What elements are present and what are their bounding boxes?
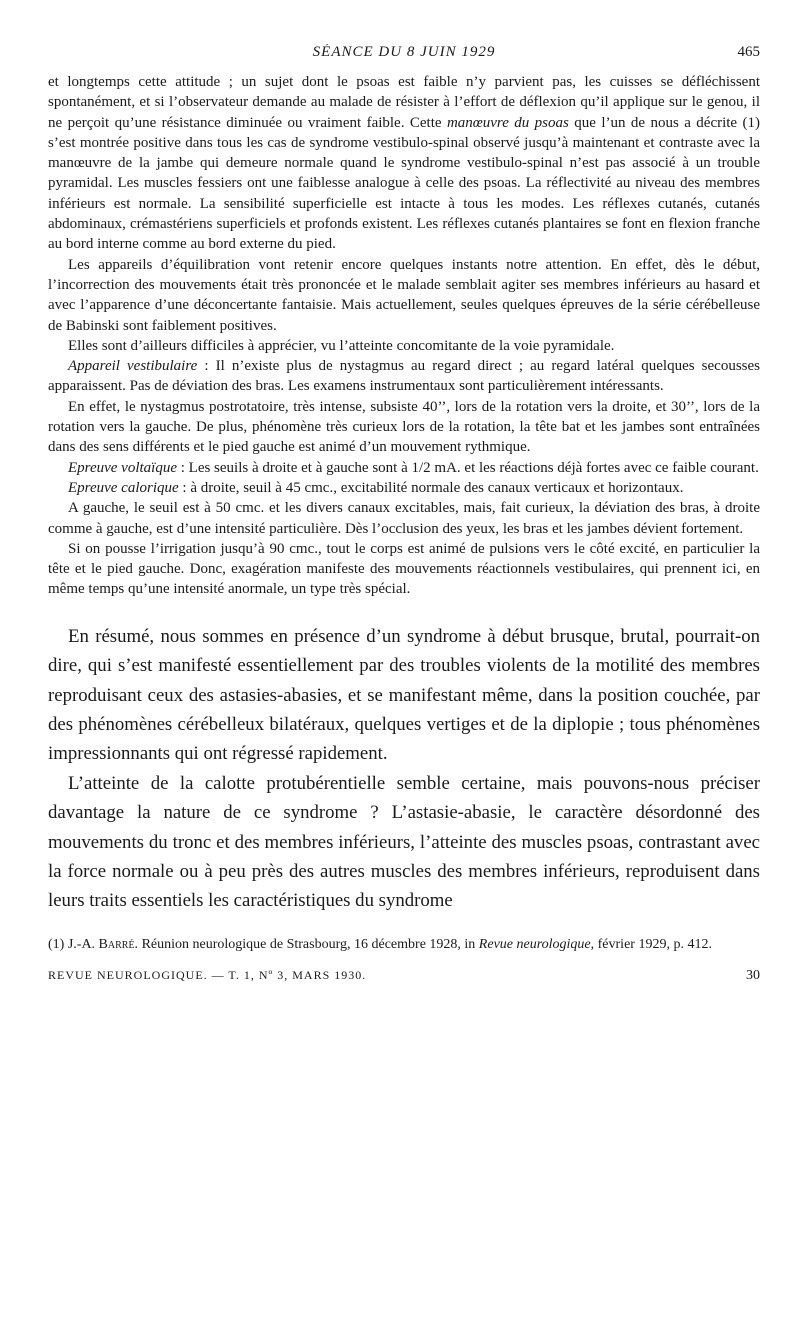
footnote: (1) J.-A. Barré. Réunion neurologique de Strasbourg, 16 décembre 1928, in Revue neurologique, février 1929, p. 412. — [48, 936, 712, 952]
paragraph: Si on pousse l’irrigation jusqu’à 90 cmc., tout le corps est animé de pulsions vers le côté excité, en particulier la tête et le pied gauche. Donc, exagération manifeste des mouvements réactionnels vestibulaires, qui prennent ici, en même temps qu’une intensité anormale, un type très spécial. — [48, 540, 760, 598]
signature-mark: 30 — [746, 967, 760, 983]
paragraph: Epreuve calorique : à droite, seuil à 45 cmc., excitabilité normale des canaux verticaux et horizontaux. — [68, 479, 684, 496]
footnote-author: J.-A. Barré. — [67, 936, 139, 952]
paragraph: En résumé, nous sommes en présence d’un syndrome à début brusque, brutal, pourrait-on dire, qui s’est manifesté essentiellement par des troubles violents de la motilité des membres reproduisant ceux des astasies-abasies, et se manifestant même, dans la position couchée, par des phénomènes cérébelleux bilatéraux, quelques vertiges et de la diplopie ; tous phénomènes impressionnants qui ont régressé rapidement. — [48, 625, 760, 765]
paragraph: Appareil vestibulaire : Il n’existe plus de nystagmus au regard direct ; au regard latéral quelques secousses apparaissent. Pas de déviation des bras. Les examens instrumentaux sont particulièrement intéressants. — [48, 358, 760, 395]
running-title: SÉANCE DU 8 JUIN 1929 — [312, 44, 496, 60]
paragraph: L’atteinte de la calotte protubérentielle semble certaine, mais pouvons-nous préciser davantage la nature de ce syndrome ? L’astasie-abasie, le caractère désordonné des mouvements du tronc et des membres inférieurs, l’atteinte des muscles psoas, contrastant avec la force normale ou à peu près des autres muscles des membres inférieurs, reproduisent dans leurs traits essentiels les caractéristiques du syndrome — [48, 772, 760, 912]
paragraph: A gauche, le seuil est à 50 cmc. et les divers canaux excitables, mais, fait curieux, la déviation des bras, à droite comme à gauche, est d’une intensité particulière. Dès l’occlusion des yeux, les bras et les jambes dévient fortement. — [48, 500, 760, 537]
running-header — [48, 44, 760, 72]
section-heading: Epreuve voltaïque — [68, 459, 177, 476]
paragraph: Les appareils d’équilibration vont retenir encore quelques instants notre attention. En effet, dès le début, l’incorrection des mouvements était très prononcée et le malade semblait agiter ses membres inférieurs au hasard et avec l’apparence d’une déconcertante fantaisie. Mais actuellement, seules quelques épreuves de la série cérébelleuse de Babinski sont faiblement positives. — [48, 256, 760, 334]
page-footer — [48, 968, 760, 983]
small-type-section — [48, 72, 760, 600]
emphasis: manœuvre du psoas — [446, 114, 569, 131]
paragraph: Elles sont d’ailleurs difficiles à apprécier, vu l’atteinte concomitante de la voie pyramidale. — [68, 337, 615, 354]
section-heading: Appareil vestibulaire — [68, 358, 198, 375]
footnote-journal: Revue neurologique — [478, 936, 591, 952]
footnote-marker: (1) — [48, 936, 65, 952]
journal-line: REVUE NEUROLOGIQUE. — T. 1, Nº 3, MARS 1930. — [48, 967, 367, 982]
section-heading: Epreuve calorique — [68, 479, 179, 496]
large-type-section — [48, 622, 760, 916]
paragraph: Epreuve voltaïque : Les seuils à droite et à gauche sont à 1/2 mA. et les réactions déjà fortes avec ce faible courant. — [68, 459, 759, 476]
paragraph: En effet, le nystagmus postrotatoire, très intense, subsiste 40’’, lors de la rotation vers la droite, et 30’’, lors de la rotation vers la gauche. De plus, phénomène très curieux lors de la rotation, la tête bat et les jambes sont entraînées dans des sens différents et le pied gauche est animé d’un mouvement rythmique. — [48, 398, 760, 456]
page-number: 465 — [737, 44, 760, 60]
document-page — [48, 44, 760, 1314]
paragraph: et longtemps cette attitude ; un sujet dont le psoas est faible n’y parvient pas, les cuisses se défléchissent spontanément, et si l’observateur demande au malade de résister à l’effort de déflexion qu’il applique sur le genou, il ne perçoit qu’une résistance diminuée ou vraiment faible. Cette manœuvre du psoas que l’un de nous a décrite (1) s’est montrée positive dans tous les cas de syndrome vestibulo-spinal observé jusqu’à maintenant et contraste avec la manœuvre de la jambe qui demeure normale quand le syndrome vestibulo-spinal n’est pas associé à un trouble pyramidal. Les muscles fessiers ont une faiblesse analogue à celle des psoas. La réflectivité au niveau des membres inférieurs est normale. La sensibilité superficielle est intacte à tous les modes. Les réflexes cutanés, cutanés abdominaux, crémastériens superficiels et profonds existent. Les réflexes cutanés plantaires se font en flexion franche au bord interne comme au bord externe du pied. — [48, 74, 760, 253]
